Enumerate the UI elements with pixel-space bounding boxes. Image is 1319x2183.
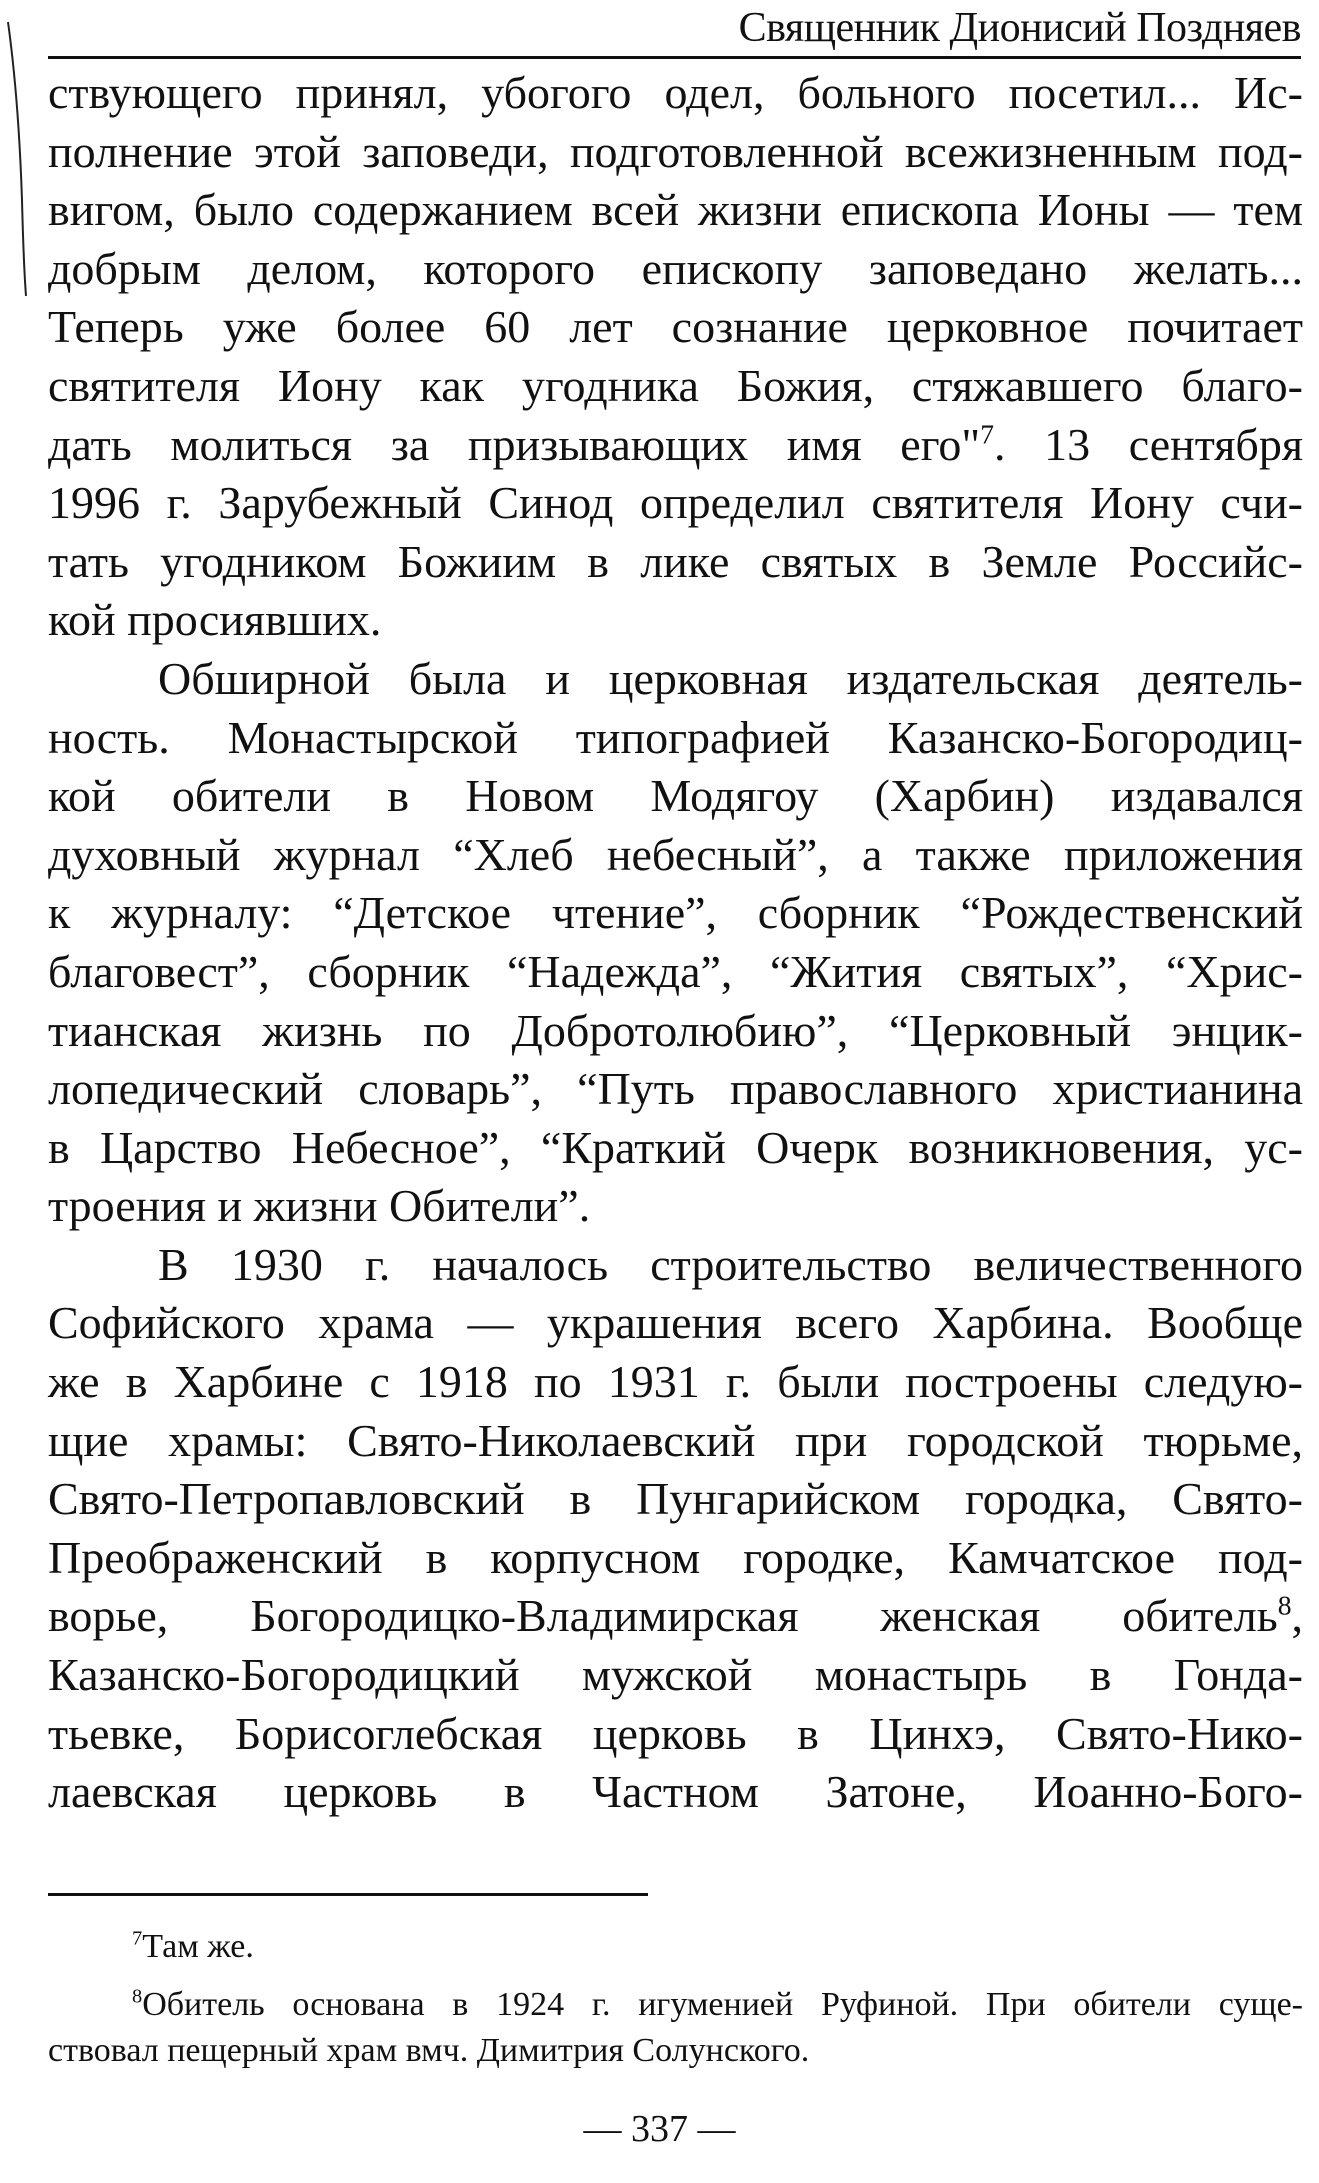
footnote-ref-7: 7 — [980, 418, 995, 450]
text-fragment: ворье, Богородицко-Владимирская женская обитель — [48, 1590, 1278, 1642]
footnote-separator — [48, 1893, 648, 1896]
text-line: же в Харбине с 1918 по 1931 г. были построены следую- — [48, 1356, 1303, 1408]
text-line: ность. Монастырской типографией Казанско-Богородиц- — [48, 711, 1303, 763]
footnote-text: Там же. — [142, 1928, 254, 1965]
scan-edge-line — [6, 20, 36, 300]
text-line: добрым делом, которого епископу заповедано желать... — [48, 242, 1303, 294]
footnote-8 — [48, 1982, 1303, 2028]
text-line: лаевская церковь в Частном Затоне, Иоанно-Бого- — [48, 1766, 1303, 1818]
text-line: Софийского храма — украшения всего Харбина. Вообще — [48, 1297, 1303, 1349]
text-line: Преображенский в корпусном городке, Камчатское под- — [48, 1531, 1303, 1583]
footnote-ref-8: 8 — [1277, 1590, 1292, 1622]
text-line: тать угодником Божиим в лике святых в Земле Российс- — [48, 535, 1303, 587]
text-line: В 1930 г. началось строительство величественного — [158, 1238, 1303, 1290]
text-line: тианская жизнь по Добротолюбию”, “Церковный энцик- — [48, 1004, 1303, 1056]
text-line-with-footnote — [48, 1587, 1303, 1646]
text-line: ствующего принял, убогого одел, больного посетил... Ис- — [48, 67, 1303, 118]
text-line: тьевке, Борисоглебская церковь в Цинхэ, Свято-Нико- — [48, 1707, 1303, 1759]
footnote-number-8: 8 — [132, 1985, 143, 2008]
text-line: к журналу: “Детское чтение”, сборник “Рождественский — [48, 887, 1303, 939]
text-line: полнение этой заповеди, подготовленной всежизненным под- — [48, 125, 1303, 177]
text-line: троения и жизни Обители”. — [48, 1180, 591, 1232]
text-line: щие храмы: Свято-Николаевский при городской тюрьме, — [48, 1414, 1303, 1466]
text-line: духовный журнал “Хлеб небесный”, а также приложения — [48, 828, 1303, 880]
footnote-8-continued: ствовал пещерный храм вмч. Димитрия Солунского. — [48, 2032, 810, 2069]
text-line: 1996 г. Зарубежный Синод определил святителя Иону счи- — [48, 477, 1303, 529]
footnote-text: Обитель основана в 1924 г. игуменией Руфиной. При обители суще- — [142, 1986, 1303, 2023]
text-line: в Царство Небесное”, “Краткий Очерк возникновения, ус- — [48, 1121, 1303, 1173]
text-fragment: , — [1291, 1590, 1303, 1642]
footnote-7 — [48, 1924, 1303, 1970]
text-fragment: . 13 сентября — [994, 418, 1303, 470]
text-line: Свято-Петропавловский в Пунгарийском городка, Свято- — [48, 1473, 1303, 1525]
text-line: вигом, было содержанием всей жизни епископа Ионы — тем — [48, 184, 1303, 236]
footnote-number-7: 7 — [132, 1927, 143, 1950]
text-line: кой обители в Новом Модягоу (Харбин) издавался — [48, 770, 1303, 822]
text-line: Теперь уже более 60 лет сознание церковное почитает — [48, 301, 1303, 353]
text-line: благовест”, сборник “Надежда”, “Жития святых”, “Хрис- — [48, 945, 1303, 997]
text-line: кой просиявших. — [48, 594, 382, 646]
text-line: лопедический словарь”, “Путь православного христианина — [48, 1063, 1303, 1115]
text-fragment: дать молиться за призывающих имя его" — [48, 418, 981, 470]
running-head: Священник Дионисий Поздняев — [48, 4, 1301, 59]
main-text — [48, 64, 1303, 1822]
footnotes — [48, 1924, 1303, 2074]
text-line: святителя Иону как угодника Божия, стяжавшего благо- — [48, 359, 1303, 411]
text-line: Обширной была и церковная издательская деятель- — [158, 652, 1303, 704]
text-line-with-footnote — [48, 416, 1303, 475]
text-line: Казанско-Богородицкий мужской монастырь в Гонда- — [48, 1649, 1303, 1701]
page-number: — 337 — — [583, 2108, 736, 2150]
